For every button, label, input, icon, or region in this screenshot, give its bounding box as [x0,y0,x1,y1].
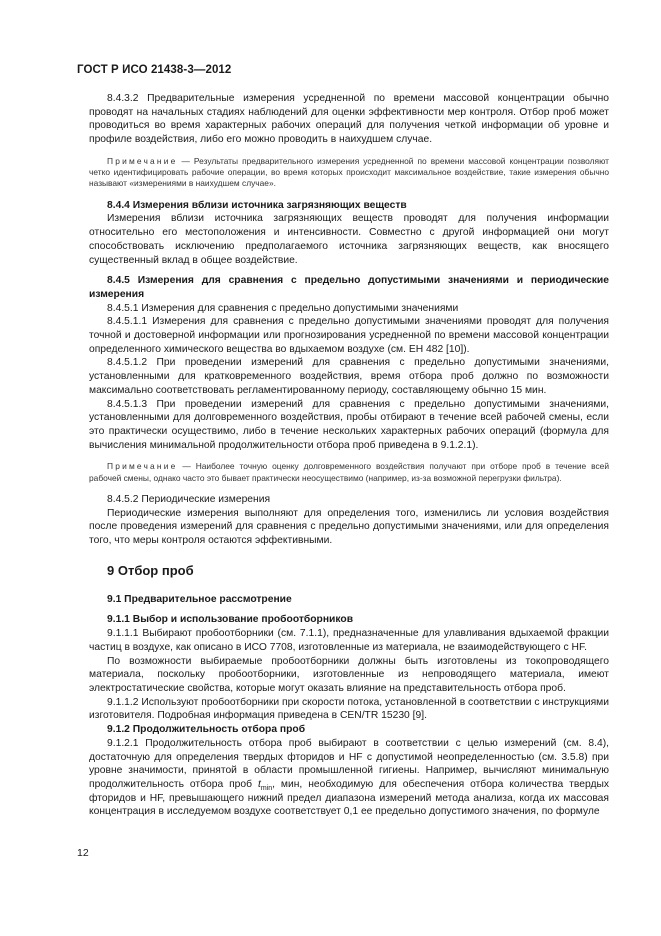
paragraph-conductive-samplers: По возможности выбираемые пробоотборники должны быть изготовлены из токопроводящего материала, поскольку пробоотборники, изготовленные из непроводящего материала, имеют электростатические свойства, которые могут оказать влияние на представительность отбора проб. [89,655,609,694]
paragraph-8-4-5-1-1: 8.4.5.1.1 Измерения для сравнения с предельно допустимыми значениями проводят для получения точной и достоверной информации или прогнозирования усредненной по времени массовой концентрации определенного химического вещества во вдыхаемом воздухе (см. ЕН 482 [10]). [89,316,609,355]
text-segment: 9.1.2.1 Продолжительность отбора проб выбирают в соответствии с целью измерений (см. 8.4), достаточную для определения твердых фторидов и HF с допустимой неопределенностью (см. 3.5.8) при уровне значимости, принятой в области промышленной гигиены. Например, вычисляют минимальную продолжительность отбора проб [89,737,609,790]
paragraph-8-4-5-1-3: 8.4.5.1.3 При проведении измерений для сравнения с предельно допустимыми значениями, установленными для долговременного воздействия, пробы отбирают в течение всей рабочей смены, если это практически осуществимо, либо в течение нескольких характерных рабочих операций (формула для вычисления минимальной продолжительности отбора проб приведена в 9.1.2.1). [89,398,609,451]
text-segment: , мин, необходимую для обеспечения отбора количества твердых фторидов и HF, превышающего нижний предел диапазона измерений метода анализа, когда их массовая концентрация в исследуемом воздухе соответствует 0,1 ее предельно допустимого значения, по формуле [89,778,610,818]
paragraph-8-4-5-1: 8.4.5.1 Измерения для сравнения с предельно допустимыми значениями [107,302,459,314]
paragraph-9-1-1-1: 9.1.1.1 Выбирают пробоотборники (см. 7.1.1), предназначенные для улавливания вдыхаемой фракции частиц в воздухе, как описано в ИСО 7708, изготовленные из материала, не взаимодействующего с HF. [89,628,609,653]
paragraph-8-4-3-2: 8.4.3.2 Предварительные измерения усредненной по времени массовой концентрации обычно проводят на начальных стадиях наблюдений для оценки эффективности мер контроля. Отбор проб может проводиться во время характерных рабочих операций для получения четкой информации об уровне и профиле воздействия, либо его можно проводить в наихудшем случае. [89,93,609,146]
paragraph-9-1-2-1 [89,737,609,819]
paragraph-9-1-1-2: 9.1.1.2 Используют пробоотборники при скорости потока, установленной в соответствии с инструкциями изготовителя. Подробная информация приведена в CEN/TR 15230 [9]. [89,696,609,722]
heading-9-1-2: 9.1.2 Продолжительность отбора проб [107,724,306,736]
paragraph-source-measurements: Измерения вблизи источника загрязняющих веществ проводят для получения информации относительно его местоположения и интенсивности. Совместно с другой информацией они могут способствовать исключению предполагаемого источника загрязняющих веществ, как вносящего существенный вклад в общее воздействие. [89,213,609,266]
paragraph-8-4-5-1-2: 8.4.5.1.2 При проведении измерений для сравнения с предельно допустимыми значениями, установленными для кратковременного воздействия, время отбора проб должно по возможности максимально соответствовать регламентированному периоду, составляющему обычно 15 мин. [89,357,609,396]
note-long-term-exposure [89,461,609,484]
note-text: — Результаты предварительного измерения усредненной по времени массовой концентрации позволяют четко идентифицировать рабочие операции, во время которых происходит максимальное воздействие, такие измерения обычно называют «измерениями в наихудшем случае». [89,155,609,189]
heading-9-1: 9.1 Предварительное рассмотрение [107,593,292,605]
document-body [89,92,609,819]
note-preliminary-measurement [89,156,609,190]
variable-t: t [257,778,261,790]
heading-8-4-4: 8.4.4 Измерения вблизи источника загрязняющих веществ [107,199,407,211]
section-heading-9: 9 Отбор проб [107,562,194,578]
heading-9-1-1: 9.1.1 Выбор и использование пробоотборников [107,614,354,626]
subscript-min: min [260,784,273,792]
heading-8-4-5: 8.4.5 Измерения для сравнения с предельно допустимыми значениями и периодические измерения [89,275,609,300]
note-label: Примечание [107,461,178,472]
note-label: Примечание [107,155,178,166]
paragraph-8-4-5-2: 8.4.5.2 Периодические измерения [107,493,271,505]
paragraph-periodic-measurements: Периодические измерения выполняют для определения того, изменились ли условия воздействия после проведения измерений для сравнения с предельно допустимыми значениями, или для определения того, что меры контроля остаются эффективными. [89,507,609,547]
page-number: 12 [77,847,89,859]
standard-header: ГОСТ Р ИСО 21438-3—2012 [77,64,232,76]
note-text: — Наиболее точную оценку долговременного воздействия получают при отборе проб в течение всей рабочей смены, однако часто это бывает практически неосуществимо (например, из-за возможной перегрузки фильтра). [89,461,609,483]
